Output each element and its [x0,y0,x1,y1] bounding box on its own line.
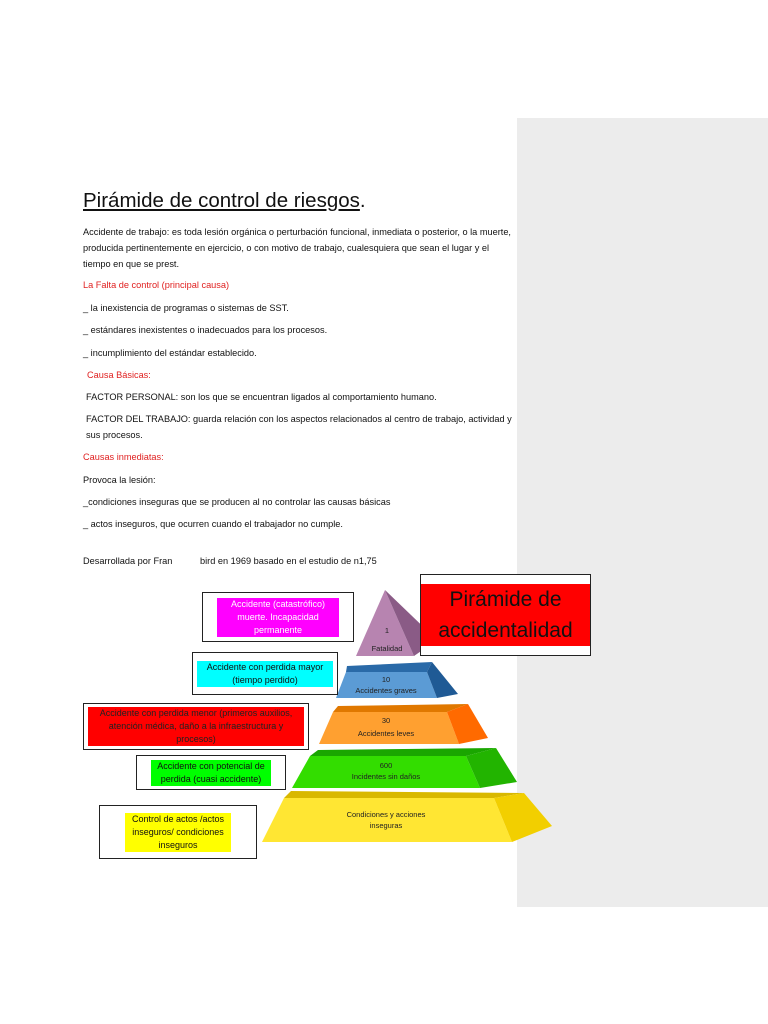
pyramid-level-condiciones-front [262,798,512,842]
pyramid-level-incidentes [292,748,517,788]
level-number-graves: 10 [381,675,391,684]
definition-paragraph: Accidente de trabajo: es toda lesión orgánica o perturbación funcional, inmediata o posterior, o la muerte, producida pertinentemente en ejercicio, o con motivo de trabajo, cualesquiera que sean el lugar y el tiempo en que se prest. [83,227,511,269]
callout-potencial [136,755,286,790]
falta-item: _ estándares inexistentes o inadecuados para los procesos. [83,325,328,335]
callout-control [99,805,257,859]
causas-inmediatas-heading: Causas inmediatas: [83,452,164,462]
level-label-incidentes: Incidentes sin daños [351,772,421,781]
inmediatas-item: _ actos inseguros, que ocurren cuando el trabajador no cumple. [83,519,343,529]
pyramid-level-graves [336,662,458,698]
causa-basicas-heading: Causa Básicas: [87,370,151,380]
pyramid-title-box [420,574,591,656]
pyramid-level-graves-top [346,662,432,672]
level-label-graves: Accidentes graves [355,686,417,695]
callout-catastrofico-text: Accidente (catastrófico) muerte. Incapacidad permanente [217,598,339,637]
pyramid-level-incidentes-top [310,748,496,756]
callout-control-text: Control de actos /actos inseguros/ condiciones inseguros [125,813,231,852]
factor-trabajo: FACTOR DEL TRABAJO: guarda relación con los aspectos relacionados al centro de trabajo, actividad y sus procesos. [86,414,512,440]
pyramid-level-leves-top [333,704,468,712]
callout-potencial-text: Accidente con potencial de perdida (cuasi accidente) [151,760,271,786]
pyramid-level-condiciones [262,791,552,842]
callout-perdida-menor-text: Accidente con perdida menor (primeros auxilios, atención médica, daño a la infraestructura y procesos) [88,707,304,746]
callout-perdida-menor [83,703,309,750]
level-number-incidentes: 600 [379,761,393,770]
callout-catastrofico [202,592,354,642]
level-number-leves: 30 [381,716,391,725]
level-label-fatalidad: Fatalidad [371,644,403,653]
callout-perdida-mayor [192,652,338,695]
pyramid-title: Pirámide de accidentalidad [421,584,590,646]
desarrollada-por: Desarrollada por Fran [83,556,173,566]
level-number-fatalidad: 1 [384,626,390,635]
falta-item: _ la inexistencia de programas o sistemas de SST. [83,303,289,313]
pyramid-level-leves [319,704,488,744]
factor-personal: FACTOR PERSONAL: son los que se encuentran ligados al comportamiento humano. [86,392,437,402]
level-label-condiciones-line1: Condiciones y acciones [346,810,426,819]
page-title: Pirámide de control de riesgos. [83,189,366,212]
desarrollada-por-cont: bird en 1969 basado en el estudio de n1,75 [200,556,377,566]
falta-item: _ incumplimiento del estándar establecido. [83,348,257,358]
callout-perdida-mayor-text: Accidente con perdida mayor (tiempo perdido) [197,661,333,687]
provoca-lesion: Provoca la lesión: [83,475,156,485]
falta-control-heading: La Falta de control (principal causa) [83,280,230,290]
pyramid-level-condiciones-top [284,791,524,798]
level-label-leves: Accidentes leves [357,729,415,738]
level-label-condiciones-line2: inseguras [369,821,403,830]
inmediatas-item: _condiciones inseguras que se producen al no controlar las causas básicas [83,497,391,507]
